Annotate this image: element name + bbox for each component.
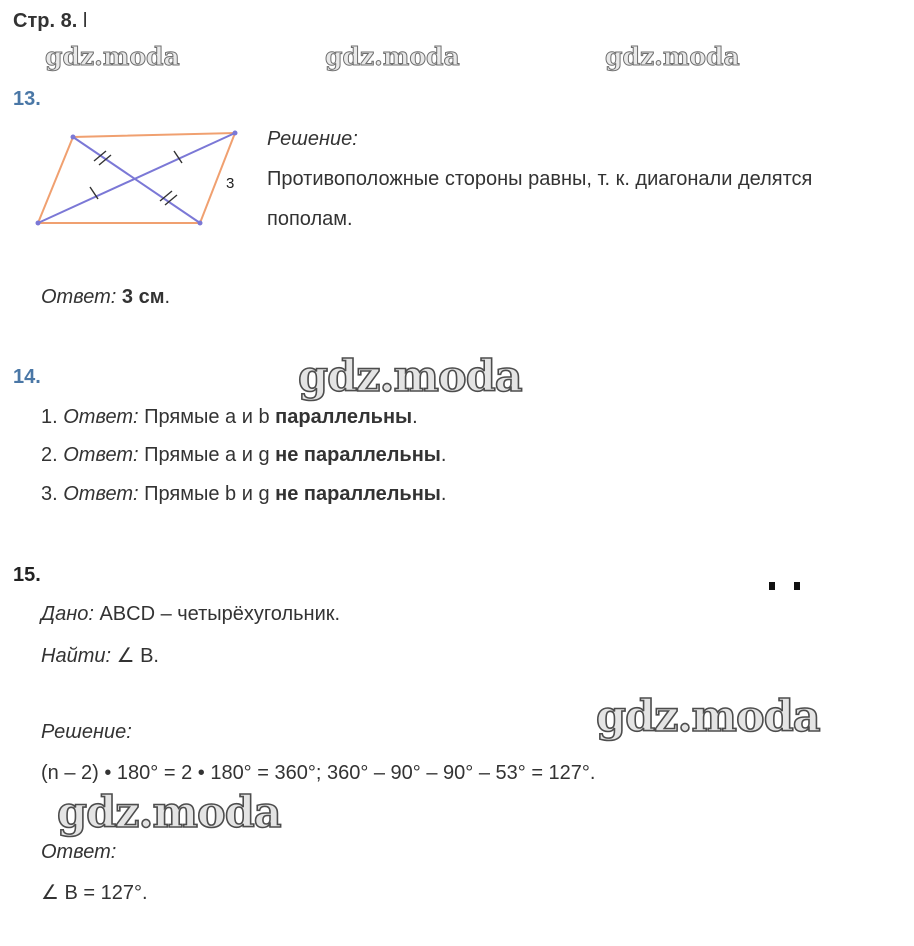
watermark: gdz.moda — [57, 788, 281, 838]
task-13-solution-label: Решение: — [267, 128, 358, 150]
page-header — [13, 10, 87, 33]
task-15-solution-label: Решение: — [41, 721, 132, 743]
item-answer-label: Ответ: — [63, 406, 139, 428]
figure-side-label: 3 — [226, 175, 235, 192]
watermark: gdz.moda — [596, 692, 820, 742]
task-15-answer: ∠ B = 127°. — [41, 882, 148, 904]
item-bold: не параллельны — [275, 483, 441, 505]
item-index: 1. — [41, 406, 58, 428]
item-end: . — [440, 483, 447, 505]
item-text: Прямые b и g — [138, 483, 276, 505]
item-index: 2. — [41, 444, 58, 466]
item-bold: не параллельны — [275, 444, 441, 466]
watermark: gdz.moda — [605, 42, 740, 71]
stray-dot — [769, 582, 775, 590]
item-end: . — [440, 444, 447, 466]
find-text: ∠ B. — [111, 645, 159, 667]
task-13-answer — [41, 286, 170, 309]
answer-end: . — [164, 286, 171, 308]
task-13-number: 13. — [13, 88, 41, 110]
parallelogram-figure — [30, 125, 250, 235]
watermark: gdz.moda — [45, 42, 180, 71]
task-14-number: 14. — [13, 366, 41, 388]
task-14-item — [41, 483, 446, 506]
task-15-solution: (n – 2) • 180° = 2 • 180° = 360°; 360° – 90° – 90° – 53° = 127°. — [41, 762, 596, 784]
stray-dot — [794, 582, 800, 590]
given-text: ABCD – четырёхугольник. — [93, 603, 341, 625]
task-13-solution-line1: Противоположные стороны равны, т. к. диагонали делятся — [267, 168, 813, 190]
task-15-given — [41, 603, 340, 626]
item-index: 3. — [41, 483, 58, 505]
task-15-number: 15. — [13, 564, 41, 586]
find-label: Найти: — [41, 645, 112, 667]
task-15-answer-label: Ответ: — [41, 841, 117, 863]
task-14-item — [41, 406, 418, 429]
given-label: Дано: — [41, 603, 94, 625]
page-label: Стр. 8. — [13, 10, 78, 32]
item-answer-label: Ответ: — [63, 444, 139, 466]
answer-label: Ответ: — [41, 286, 117, 308]
answer-value: 3 см — [121, 286, 165, 308]
task-15-find — [41, 643, 159, 668]
item-end: . — [412, 406, 418, 428]
watermark: gdz.moda — [325, 42, 460, 71]
task-13-solution-line2: пополам. — [267, 208, 353, 230]
watermark: gdz.moda — [298, 352, 522, 402]
header-mark: l — [82, 10, 88, 32]
item-text: Прямые a и g — [138, 444, 276, 466]
item-text: Прямые a и b — [138, 406, 276, 428]
item-answer-label: Ответ: — [63, 483, 139, 505]
task-14-item — [41, 444, 446, 467]
item-bold: параллельны — [275, 406, 413, 428]
